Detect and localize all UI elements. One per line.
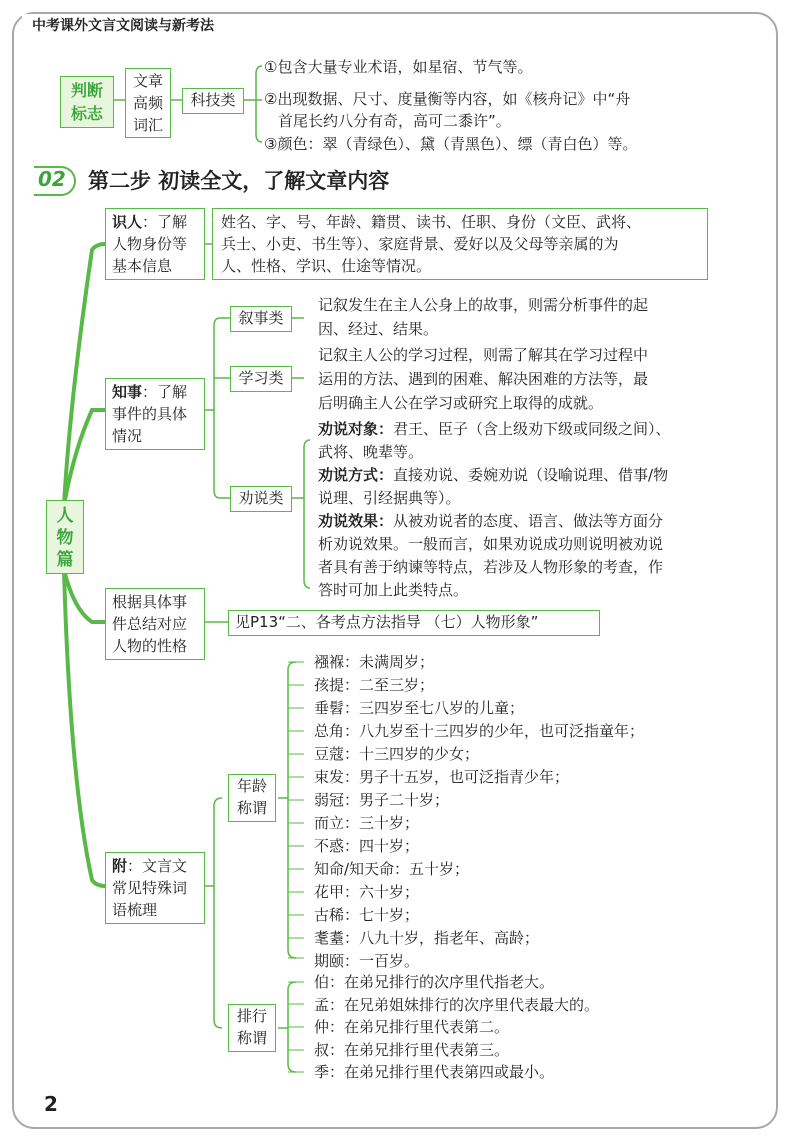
identity-line-3: 基本信息 — [112, 257, 173, 275]
header-title: 中考课外文言文阅读与新考法 — [22, 14, 224, 38]
identity-content-3: 人、性格、学识、仕途等情况。 — [221, 257, 432, 275]
rank-label — [228, 1004, 276, 1052]
persuade-effect-4: 答时可加上此类特点。 — [318, 581, 469, 599]
age-item: 古稀：七十岁； — [314, 906, 420, 924]
root-char-2: 物 — [56, 528, 74, 548]
age-item: 不惑：四十岁； — [314, 837, 420, 855]
events-bold: 知事 — [112, 383, 143, 401]
judge-item-3: ③颜色：翠（青绿色）、黛（青黑色）、缥（青白色）等。 — [264, 135, 638, 153]
appendix-bold: 附 — [112, 857, 128, 875]
appendix-line-1 — [112, 855, 204, 877]
persuade-effect-1 — [318, 510, 663, 532]
root-label — [46, 500, 84, 574]
persuade-object-1 — [318, 418, 671, 440]
rank-item: 伯：在弟兄排行的次序里代指老大。 — [314, 973, 555, 991]
appendix-line-3: 语梳理 — [112, 901, 158, 919]
word-box — [125, 68, 171, 138]
step-number: 02 — [38, 167, 66, 191]
character-line-3: 人物的性格 — [112, 637, 188, 655]
age-item: 襁褓：未满周岁； — [314, 653, 435, 671]
root-char-1: 人 — [56, 506, 74, 526]
rank-item: 孟：在兄弟姐妹排行的次序里代表最大的。 — [314, 995, 600, 1014]
rank-label-2: 称谓 — [236, 1029, 267, 1047]
appendix-line-1-rest: ：文言文 — [127, 857, 188, 875]
judge-label — [60, 76, 114, 128]
identity-content-2: 兵士、小吏、书生等）、家庭背景、爱好以及父母等亲属的为 — [221, 235, 619, 253]
identity-content-1: 姓名、字、号、年龄、籍贯、读书、任职、身份（文臣、武将、 — [221, 213, 642, 231]
persuade-method-2: 说理、引经据典等）。 — [318, 489, 461, 507]
events-line-1-rest: ：了解 — [142, 383, 188, 401]
judge-item-2: ②出现数据、尺寸、度量衡等内容，如《核舟记》中“舟 — [264, 90, 631, 108]
root-char-3: 篇 — [56, 550, 74, 570]
age-label-2: 称谓 — [236, 799, 267, 817]
character-ref[interactable]: 见P13“二、各考点方法指导 （七）人物形象” — [228, 610, 600, 636]
study-content-2: 运用的方法、遇到的困难、解决困难的方法等，最 — [318, 370, 649, 388]
rank-label-1: 排行 — [236, 1007, 267, 1025]
word-box-line1: 文章 — [132, 72, 163, 90]
age-item: 弱冠：男子二十岁； — [314, 791, 450, 809]
persuade-method-label: 劝说方式： — [318, 466, 394, 484]
persuade-method-text: 直接劝说、委婉劝说（设喻说理、借事/物 — [393, 466, 669, 484]
identity-box — [105, 208, 205, 280]
events-box — [105, 378, 205, 450]
age-item: 孩提：二至三岁； — [314, 676, 435, 694]
rank-item: 季：在弟兄排行里代表第四或最小。 — [314, 1063, 555, 1081]
persuade-object-text: 君王、臣子（含上级劝下级或同级之间）、 — [393, 420, 671, 438]
study-content-1: 记叙主人公的学习过程，则需了解其在学习过程中 — [318, 346, 649, 364]
persuade-method-1 — [318, 464, 668, 486]
judge-label-line1: 判断 — [70, 81, 103, 100]
study-content-3: 后明确主人公在学习或研究上取得的成就。 — [318, 394, 604, 412]
narrative-content-2: 因、经过、结果。 — [318, 320, 439, 338]
age-item: 而立：三十岁； — [314, 814, 420, 832]
persuade-effect-2: 析劝说效果。一般而言，如果劝说成功则说明被劝说 — [318, 535, 664, 553]
events-line-1 — [112, 381, 204, 403]
narrative-label: 叙事类 — [230, 306, 292, 332]
persuade-effect-label: 劝说效果： — [318, 512, 394, 530]
page-number: 2 — [44, 1092, 58, 1116]
rank-list — [314, 971, 599, 1084]
judge-item-2b: 首尾长约八分有奇，高可二黍许”。 — [278, 112, 511, 130]
category-box: 科技类 — [182, 88, 244, 114]
word-box-line2: 高频 — [132, 94, 163, 112]
events-line-3: 情况 — [112, 427, 143, 445]
appendix-line-2: 常见特殊词 — [112, 879, 188, 897]
age-label — [228, 774, 276, 822]
word-box-line3: 词汇 — [132, 116, 163, 134]
age-label-1: 年龄 — [236, 777, 267, 795]
rank-item: 仲：在弟兄排行里代表第二。 — [314, 1018, 510, 1036]
age-item: 花甲：六十岁； — [314, 883, 420, 901]
identity-line-2: 人物身份等 — [112, 235, 188, 253]
rank-item: 叔：在弟兄排行里代表第三。 — [314, 1040, 510, 1059]
age-item: 知命/知天命：五十岁； — [314, 860, 470, 878]
persuade-effect-3: 者具有善于纳谏等特点，若涉及人物形象的考查，作 — [318, 558, 664, 576]
age-item: 豆蔻：十三四岁的少女； — [314, 745, 480, 763]
identity-line-1 — [112, 211, 204, 233]
character-box — [105, 588, 205, 660]
events-line-2: 事件的具体 — [112, 405, 188, 423]
age-list — [314, 651, 644, 973]
judge-label-line2: 标志 — [70, 104, 103, 123]
identity-content — [212, 208, 708, 280]
character-line-1: 根据具体事 — [112, 593, 188, 611]
persuade-object-label: 劝说对象： — [318, 420, 394, 438]
study-label: 学习类 — [230, 366, 292, 392]
character-line-2: 件总结对应 — [112, 615, 188, 633]
age-item: 期颐：一百岁。 — [314, 952, 420, 970]
persuade-label: 劝说类 — [230, 486, 292, 512]
judge-item-1: ①包含大量专业术语，如星宿、节气等。 — [264, 58, 533, 76]
narrative-content-1: 记叙发生在主人公身上的故事，则需分析事件的起 — [318, 296, 649, 314]
identity-line-1-rest: ：了解 — [142, 213, 188, 231]
age-item: 耄耋：八九十岁，指老年、高龄； — [314, 929, 540, 947]
appendix-box — [105, 852, 205, 924]
persuade-object-2: 武将、晚辈等。 — [318, 443, 424, 461]
age-item: 总角：八九岁至十三四岁的少年，也可泛指童年； — [314, 722, 645, 740]
age-item: 垂髫：三四岁至七八岁的儿童； — [314, 699, 525, 717]
persuade-effect-text: 从被劝说者的态度、语言、做法等方面分 — [393, 512, 664, 530]
identity-bold: 识人 — [112, 213, 143, 231]
age-item: 束发：男子十五岁，也可泛指青少年； — [314, 768, 570, 786]
step-title: 第二步 初读全文，了解文章内容 — [88, 169, 390, 193]
